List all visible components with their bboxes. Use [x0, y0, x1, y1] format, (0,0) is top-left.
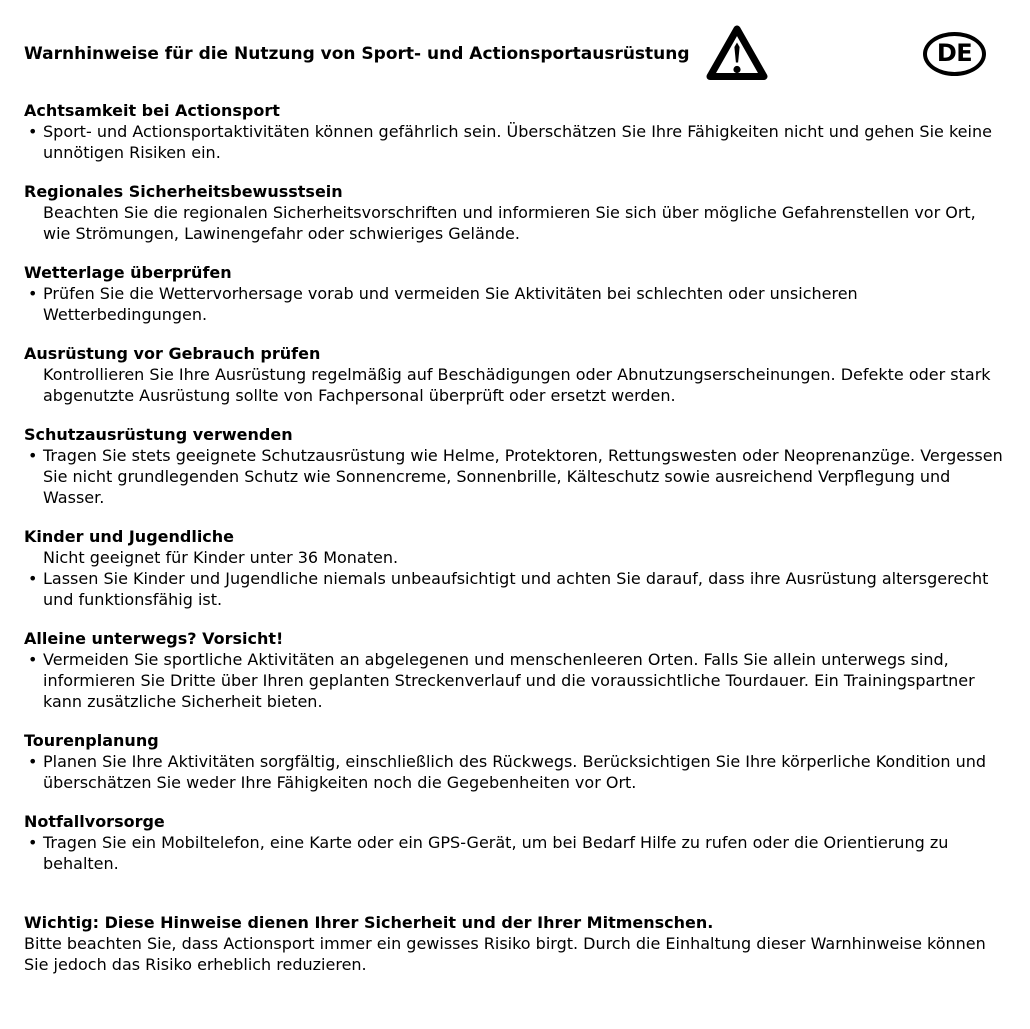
document-header [24, 20, 1006, 88]
section-heading: Schutzausrüstung verwenden [24, 425, 293, 444]
warning-section [24, 100, 1006, 163]
section-heading: Regionales Sicherheitsbewusstsein [24, 182, 343, 201]
closing-note [24, 912, 1006, 975]
warning-section [24, 730, 1006, 793]
page-title: Warnhinweise für die Nutzung von Sport- und Actionsportausrüstung [24, 44, 690, 64]
indented-note-item: Nicht geeignet für Kinder unter 36 Monaten. [43, 548, 399, 567]
section-heading: Wetterlage überprüfen [24, 263, 232, 282]
bullet-item: • Lassen Sie Kinder und Jugendliche niemals unbeaufsichtigt und achten Sie darauf, dass ihre Ausrüstung altersgerecht und funktionsfähig ist. [24, 568, 1006, 610]
closing-note-text: Bitte beachten Sie, dass Actionsport immer ein gewisses Risiko birgt. Durch die Einhaltung dieser Warnhinweise können Sie jedoch das Risiko erheblich reduzieren. [24, 934, 986, 974]
language-badge [923, 32, 986, 76]
section-heading: Achtsamkeit bei Actionsport [24, 101, 280, 120]
section-heading: Ausrüstung vor Gebrauch prüfen [24, 344, 321, 363]
section-heading: Tourenplanung [24, 731, 159, 750]
warning-section [24, 811, 1006, 874]
indented-note-item: Kontrollieren Sie Ihre Ausrüstung regelmäßig auf Beschädigungen oder Abnutzungserscheinungen. Defekte oder stark abgenutzte Ausrüstung sollte von Fachpersonal überprüft oder ersetzt werden. [43, 365, 991, 405]
warning-section [24, 526, 1006, 610]
closing-note-heading: Wichtig: Diese Hinweise dienen Ihrer Sicherheit und der Ihrer Mitmenschen. [24, 913, 714, 932]
bullet-item: • Vermeiden Sie sportliche Aktivitäten an abgelegenen und menschenleeren Orten. Falls Sie allein unterwegs sind, informieren Sie Dritte über Ihren geplanten Streckenverlauf und die voraussichtliche Tourdauer. Ein Trainingspartner kann zusätzliche Sicherheit bieten. [24, 649, 1006, 712]
section-heading: Notfallvorsorge [24, 812, 165, 831]
bullet-item: • Sport- und Actionsportaktivitäten können gefährlich sein. Überschätzen Sie Ihre Fähigkeiten nicht und gehen Sie keine unnötigen Risiken ein. [24, 121, 1006, 163]
warning-section [24, 424, 1006, 508]
section-heading: Alleine unterwegs? Vorsicht! [24, 629, 284, 648]
warning-section [24, 628, 1006, 712]
bullet-item: • Tragen Sie ein Mobiltelefon, eine Karte oder ein GPS-Gerät, um bei Bedarf Hilfe zu rufen oder die Orientierung zu behalten. [24, 832, 1006, 874]
bullet-item: • Prüfen Sie die Wettervorhersage vorab und vermeiden Sie Aktivitäten bei schlechten oder unsicheren Wetterbedingungen. [24, 283, 1006, 325]
indented-note-item: Beachten Sie die regionalen Sicherheitsvorschriften und informieren Sie sich über mögliche Gefahrenstellen vor Ort, wie Strömungen, Lawinengefahr oder schwieriges Gelände. [43, 203, 976, 243]
warning-section [24, 181, 1006, 244]
sections-container [24, 100, 1006, 874]
warning-triangle-icon [705, 23, 769, 85]
section-heading: Kinder und Jugendliche [24, 527, 235, 546]
language-badge-label: DE [936, 39, 973, 67]
warning-section [24, 343, 1006, 406]
bullet-item: • Tragen Sie stets geeignete Schutzausrüstung wie Helme, Protektoren, Rettungswesten oder Neoprenanzüge. Vergessen Sie nicht grundlegenden Schutz wie Sonnencreme, Sonnenbrille, Kälteschutz sowie ausreichend Verpflegung und Wasser. [24, 445, 1006, 508]
bullet-item: • Planen Sie Ihre Aktivitäten sorgfältig, einschließlich des Rückwegs. Berücksichtigen Sie Ihre körperliche Kondition und überschätzen Sie weder Ihre Fähigkeiten noch die Gegebenheiten vor Ort. [24, 751, 1006, 793]
warning-section [24, 262, 1006, 325]
